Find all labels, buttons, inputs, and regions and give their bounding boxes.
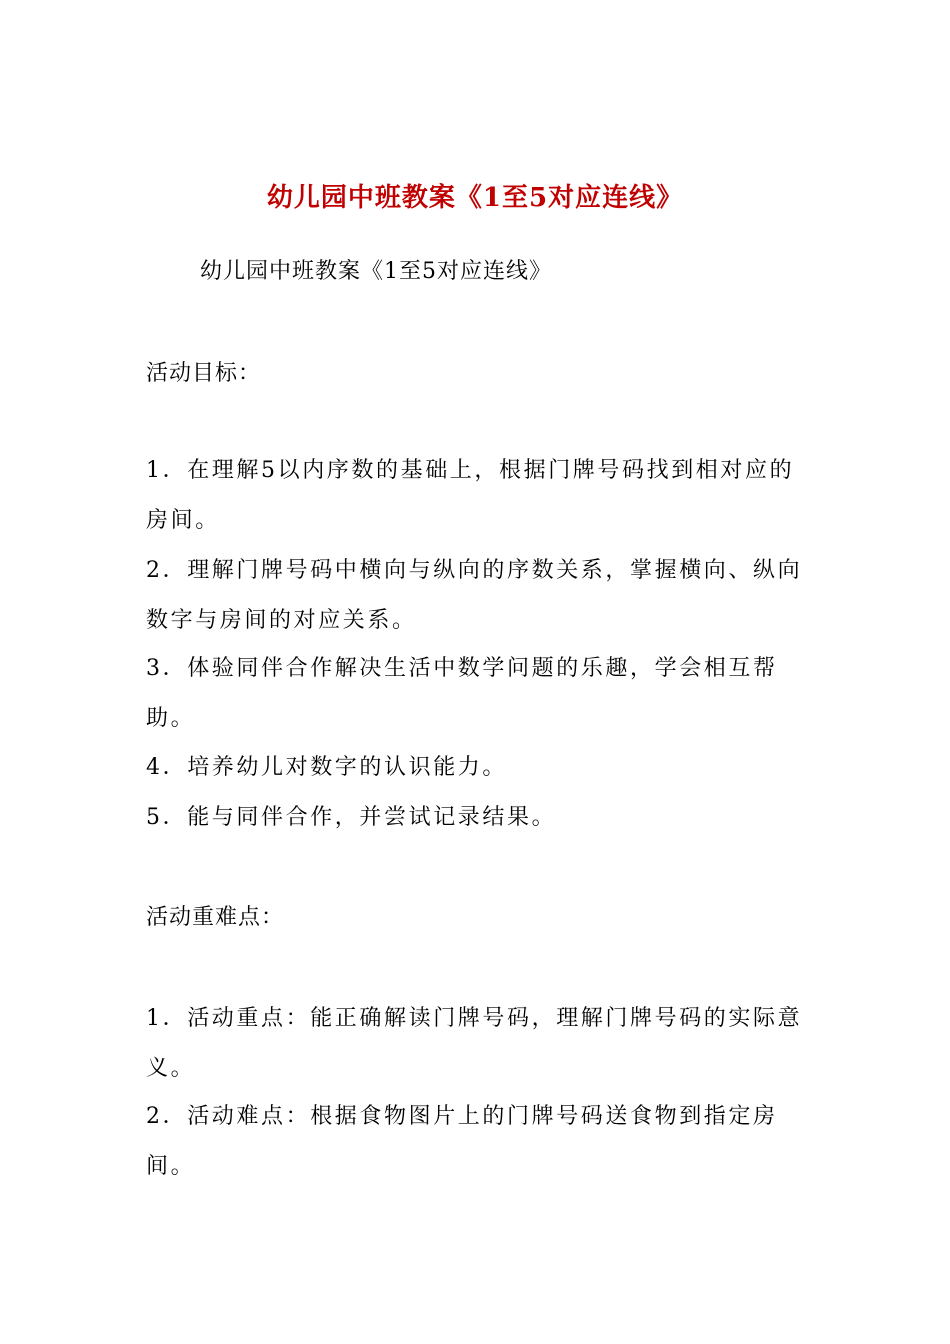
section-heading-key-points: 活动重难点：: [146, 905, 285, 930]
goal-item-2: 2．理解门牌号码中横向与纵向的序数关系，掌握横向、纵向数字与房间的对应关系。: [146, 558, 803, 633]
key-point-item-1: 1．活动重点：能正确解读门牌号码，理解门牌号码的实际意义。: [146, 1006, 803, 1081]
document-subtitle: 幼儿园中班教案《1至5对应连线》: [200, 259, 552, 284]
goal-item-5: 5．能与同伴合作，并尝试记录结果。: [146, 805, 557, 830]
goal-item-4: 4．培养幼儿对数字的认识能力。: [146, 755, 507, 780]
document-title: 幼儿园中班教案《1至5对应连线》: [266, 183, 684, 213]
goal-item-1: 1．在理解5以内序数的基础上，根据门牌号码找到相对应的房间。: [146, 458, 795, 533]
section-heading-goals: 活动目标：: [146, 361, 262, 386]
goal-item-3: 3．体验同伴合作解决生活中数学问题的乐趣，学会相互帮助。: [146, 656, 778, 731]
key-point-item-2: 2．活动难点：根据食物图片上的门牌号码送食物到指定房间。: [146, 1104, 778, 1179]
